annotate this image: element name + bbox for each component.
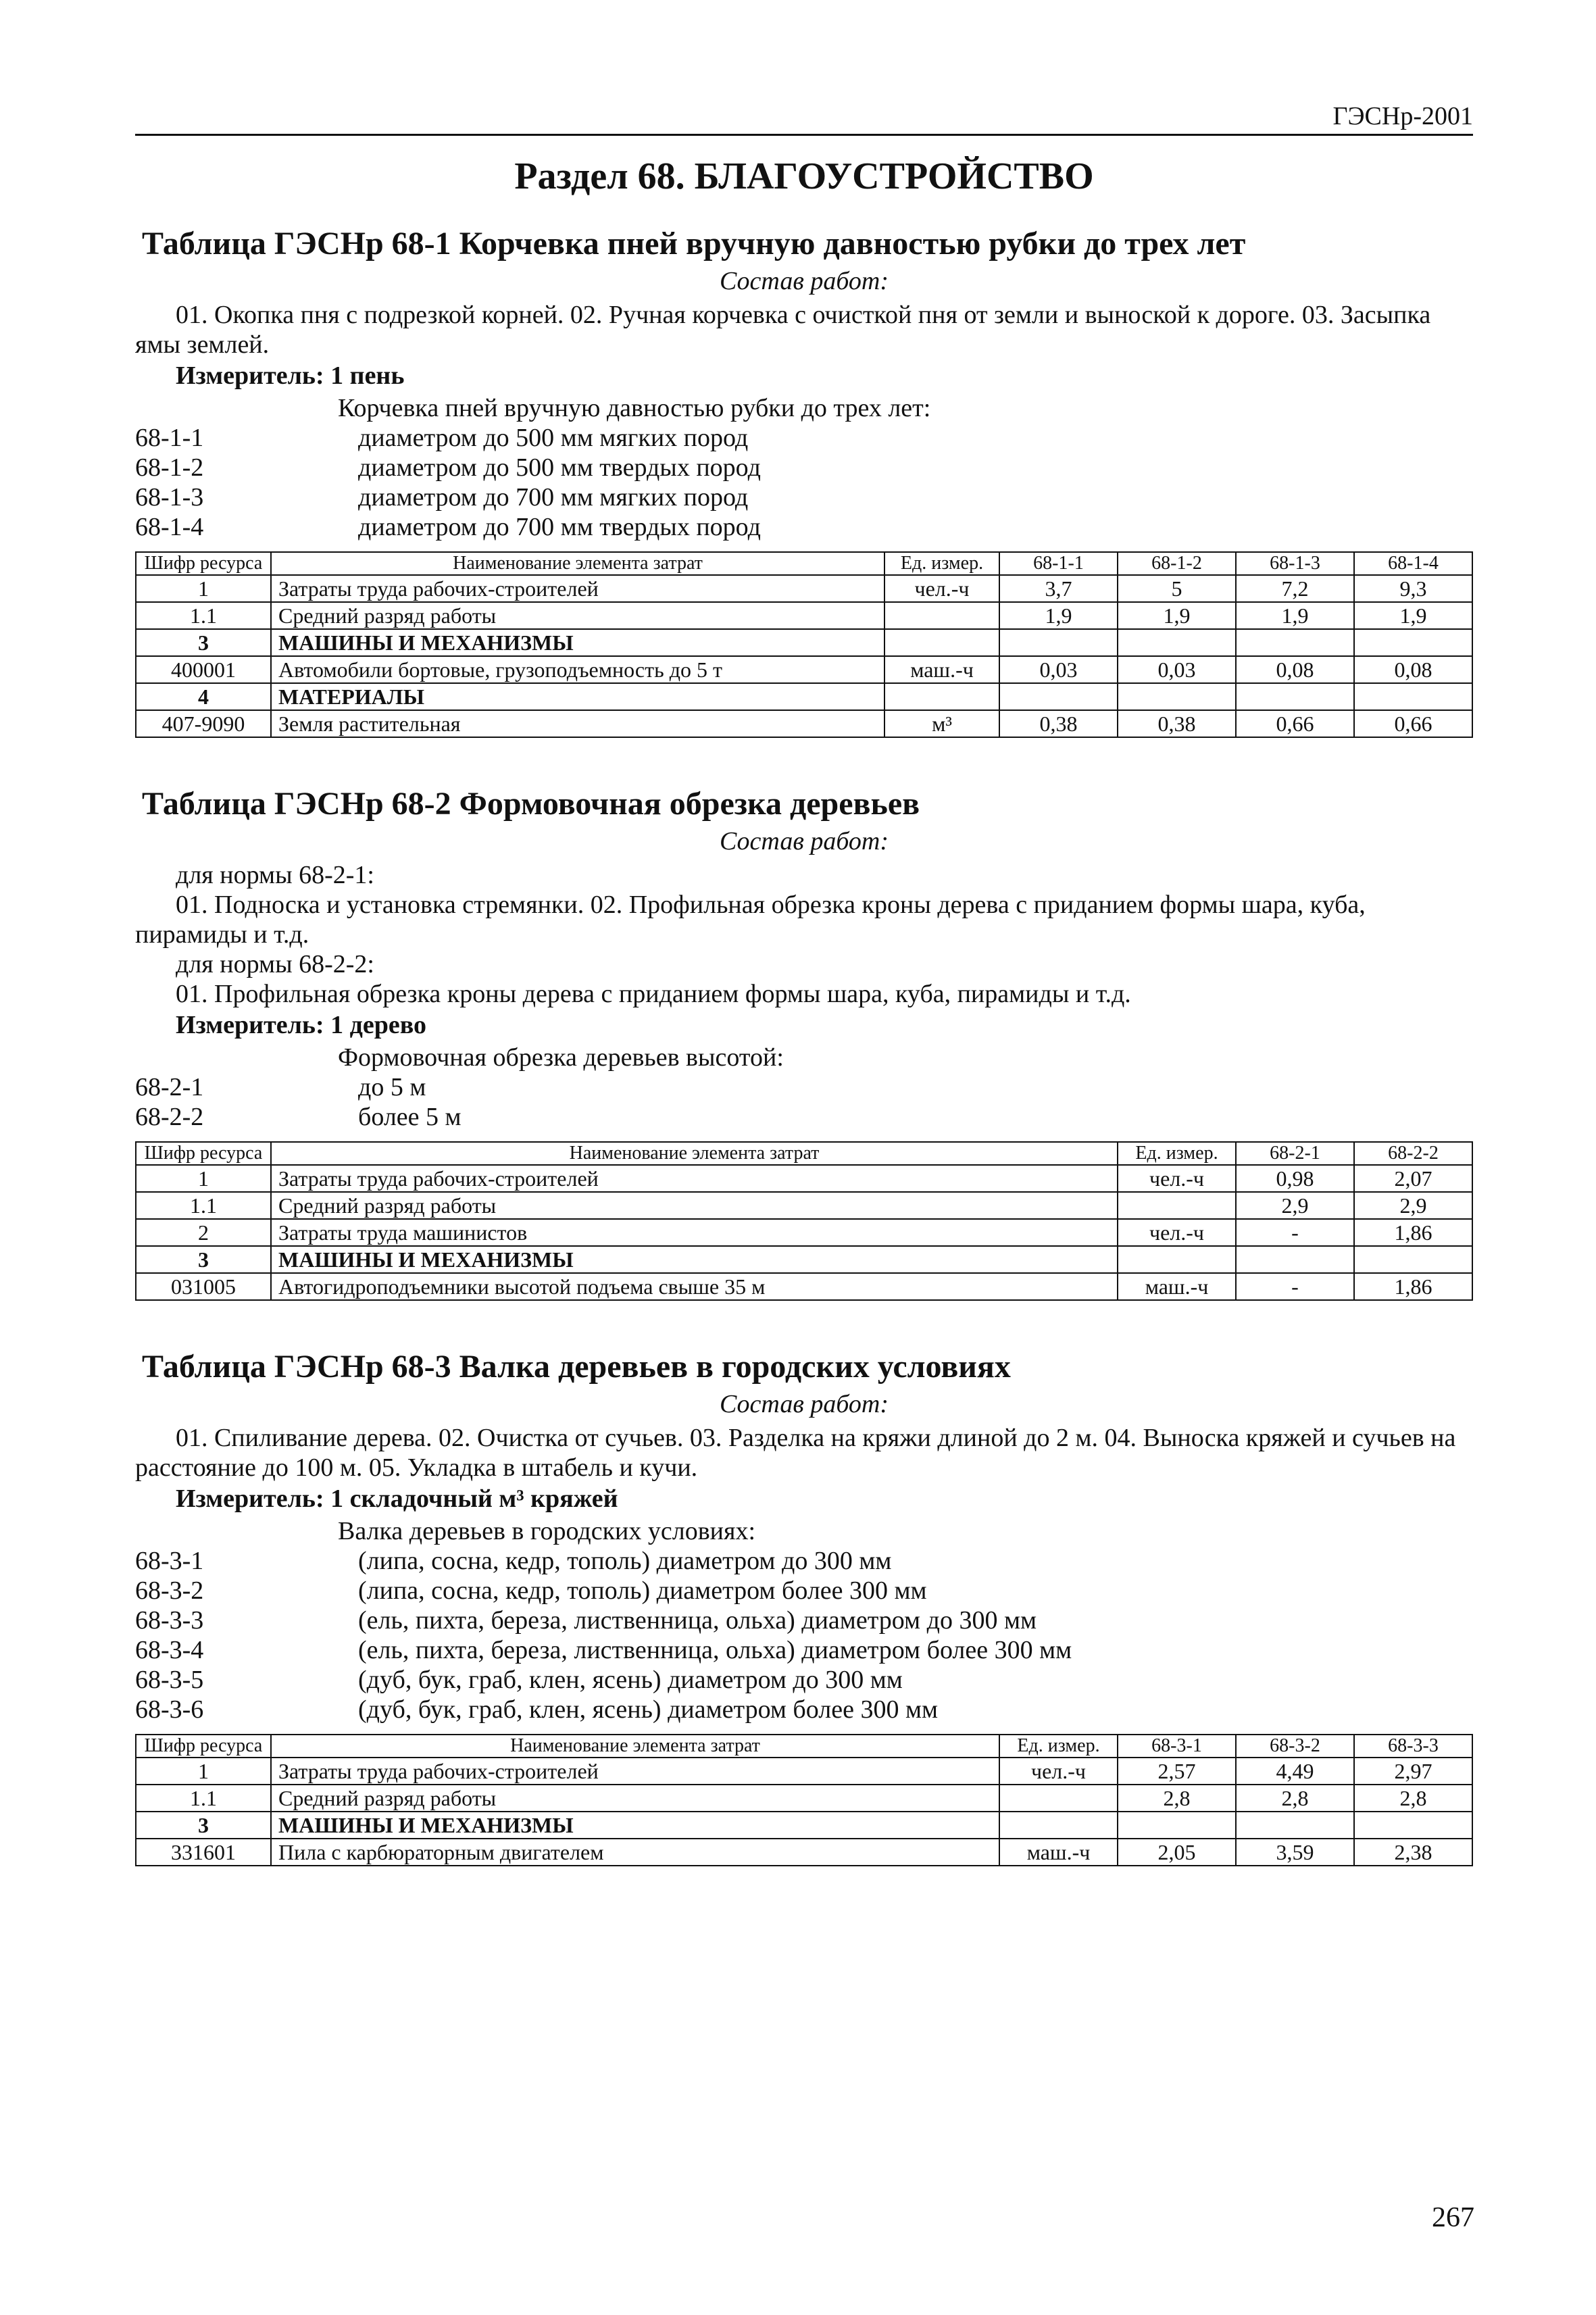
table-header-row — [136, 552, 1472, 575]
cell-unit: м³ — [884, 710, 999, 737]
cell-code: 2 — [136, 1219, 271, 1246]
cell-name: Затраты труда рабочих-строителей — [271, 1758, 999, 1785]
table-row — [136, 1219, 1472, 1246]
cell-unit: чел.-ч — [999, 1758, 1118, 1785]
table-block-68-2 — [135, 785, 1473, 1301]
cell-value: 5 — [1118, 575, 1236, 602]
norm-text: (дуб, бук, граб, клен, ясень) диаметром более 300 мм — [358, 1695, 939, 1724]
header-col: 68-1-4 — [1354, 552, 1472, 575]
table-header-row — [136, 1142, 1472, 1165]
norms-intro: Формовочная обрезка деревьев высотой: — [338, 1043, 784, 1072]
table-row — [136, 629, 1472, 656]
cell-unit: маш.-ч — [1118, 1273, 1236, 1300]
works-description: 01. Спиливание дерева. 02. Очистка от сучьев. 03. Разделка на кряжи длиной до 2 м. 04. Выноска кряжей и сучьев на расстояние до 100 м. 05. Укладка в штабель и кучи. — [135, 1424, 1456, 1482]
norm-code: 68-1-2 — [135, 453, 204, 482]
table-row — [136, 1812, 1472, 1839]
table-row — [136, 602, 1472, 629]
cell-code: 400001 — [136, 656, 271, 683]
norm-item — [135, 1546, 1473, 1576]
cell-value: - — [1236, 1219, 1354, 1246]
norm-text: более 5 м — [358, 1103, 462, 1131]
norm-code: 68-1-4 — [135, 513, 204, 541]
meter: Измеритель: 1 складочный м³ кряжей — [176, 1485, 618, 1513]
norm-code: 68-3-6 — [135, 1695, 204, 1724]
norm-text: (дуб, бук, граб, клен, ясень) диаметром до 300 мм — [358, 1666, 903, 1694]
norms-intro: Корчевка пней вручную давностью рубки до трех лет: — [338, 394, 931, 422]
cell-value — [1236, 629, 1354, 656]
composition-title: Состав работ: — [719, 827, 889, 855]
cell-unit: чел.-ч — [1118, 1219, 1236, 1246]
table-block-68-1 — [135, 225, 1473, 738]
norm-code: 68-1-3 — [135, 483, 204, 512]
table-title: Таблица ГЭСНр 68-1 Корчевка пней вручную давностью рубки до трех лет — [142, 226, 1246, 262]
norm-item — [135, 1102, 1473, 1132]
cell-unit: маш.-ч — [999, 1839, 1118, 1866]
cell-value: 0,98 — [1236, 1165, 1354, 1192]
norm-code: 68-3-2 — [135, 1576, 204, 1605]
works-description: 01. Подноска и установка стремянки. 02. Профильная обрезка кроны дерева с приданием формы шара, куба, пирамиды и т.д. — [135, 891, 1366, 949]
norm-item — [135, 1072, 1473, 1102]
header-col: 68-1-1 — [999, 552, 1118, 575]
norm-code: 68-3-5 — [135, 1666, 204, 1694]
cell-value: 1,9 — [1354, 602, 1472, 629]
cell-value: 0,03 — [999, 656, 1118, 683]
table-row — [136, 683, 1472, 710]
meter: Измеритель: 1 пень — [176, 362, 405, 390]
cell-value: 2,05 — [1118, 1839, 1236, 1866]
cell-unit — [999, 1812, 1118, 1839]
cell-value: 1,9 — [1118, 602, 1236, 629]
table-row — [136, 1839, 1472, 1866]
table-header-row — [136, 1735, 1472, 1758]
table-row — [136, 1758, 1472, 1785]
table-title: Таблица ГЭСНр 68-3 Валка деревьев в городских условиях — [142, 1349, 1011, 1385]
table-row — [136, 710, 1472, 737]
cell-unit — [1118, 1246, 1236, 1273]
cell-name: Затраты труда рабочих-строителей — [271, 1165, 1118, 1192]
cell-value — [1354, 629, 1472, 656]
norm-code: 68-2-1 — [135, 1073, 204, 1101]
cell-code: 3 — [136, 1812, 271, 1839]
cell-value — [999, 683, 1118, 710]
table-row — [136, 656, 1472, 683]
header-name: Наименование элемента затрат — [271, 1142, 1118, 1165]
cell-value: 2,9 — [1354, 1192, 1472, 1219]
cell-code: 1.1 — [136, 1192, 271, 1219]
cell-value — [1118, 629, 1236, 656]
cell-value: 3,59 — [1236, 1839, 1354, 1866]
cell-code: 1 — [136, 575, 271, 602]
cell-value: 0,38 — [999, 710, 1118, 737]
cell-name: Пила с карбюраторным двигателем — [271, 1839, 999, 1866]
resource-table — [135, 1141, 1473, 1301]
cell-value — [1118, 1812, 1236, 1839]
norm-text: диаметром до 500 мм твердых пород — [358, 453, 761, 482]
header-col: 68-1-2 — [1118, 552, 1236, 575]
norm-text: (липа, сосна, кедр, тополь) диаметром более 300 мм — [358, 1576, 927, 1605]
norm-code: 68-1-1 — [135, 424, 204, 452]
cell-code: 407-9090 — [136, 710, 271, 737]
composition-title: Состав работ: — [719, 267, 889, 295]
cell-code: 1 — [136, 1165, 271, 1192]
cell-name: МАШИНЫ И МЕХАНИЗМЫ — [271, 1812, 999, 1839]
norms-intro: Валка деревьев в городских условиях: — [338, 1517, 756, 1545]
cell-name: Средний разряд работы — [271, 602, 884, 629]
cell-value — [1236, 1812, 1354, 1839]
document-page — [135, 101, 1473, 1914]
cell-code: 1 — [136, 1758, 271, 1785]
header-code: Шифр ресурса — [136, 1735, 271, 1758]
norm-text: (липа, сосна, кедр, тополь) диаметром до 300 мм — [358, 1547, 892, 1575]
cell-value — [999, 629, 1118, 656]
cell-value: 1,86 — [1354, 1273, 1472, 1300]
works-norm-label: для нормы 68-2-1: — [176, 861, 374, 889]
norm-code: 68-2-2 — [135, 1103, 204, 1131]
section-title: Раздел 68. БЛАГОУСТРОЙСТВО — [514, 155, 1094, 197]
cell-value: 2,8 — [1354, 1785, 1472, 1812]
header-unit: Ед. измер. — [884, 552, 999, 575]
cell-value: 4,49 — [1236, 1758, 1354, 1785]
norm-item — [135, 453, 1473, 482]
norm-text: диаметром до 700 мм твердых пород — [358, 513, 761, 541]
cell-name: МАШИНЫ И МЕХАНИЗМЫ — [271, 1246, 1118, 1273]
norms-list — [135, 1072, 1473, 1132]
cell-unit — [999, 1785, 1118, 1812]
header-name: Наименование элемента затрат — [271, 552, 884, 575]
cell-value: 0,08 — [1354, 656, 1472, 683]
norm-code: 68-3-4 — [135, 1636, 204, 1664]
cell-name: Средний разряд работы — [271, 1192, 1118, 1219]
works-description: 01. Окопка пня с подрезкой корней. 02. Ручная корчевка с очисткой пня от земли и выноской к дороге. 03. Засыпка ямы землей. — [135, 301, 1431, 359]
works-description: 01. Профильная обрезка кроны дерева с приданием формы шара, куба, пирамиды и т.д. — [176, 980, 1131, 1008]
cell-code: 3 — [136, 629, 271, 656]
cell-value — [1118, 683, 1236, 710]
header-code: Шифр ресурса — [136, 552, 271, 575]
cell-value — [1236, 683, 1354, 710]
cell-value: 2,97 — [1354, 1758, 1472, 1785]
cell-name: МАТЕРИАЛЫ — [271, 683, 884, 710]
header-col: 68-3-2 — [1236, 1735, 1354, 1758]
norm-text: (ель, пихта, береза, лиственница, ольха) диаметром до 300 мм — [358, 1606, 1037, 1635]
header-col: 68-3-1 — [1118, 1735, 1236, 1758]
norm-item — [135, 482, 1473, 512]
cell-value: 2,8 — [1118, 1785, 1236, 1812]
cell-name: Затраты труда рабочих-строителей — [271, 575, 884, 602]
cell-value: 2,57 — [1118, 1758, 1236, 1785]
cell-value — [1354, 1812, 1472, 1839]
cell-code: 1.1 — [136, 1785, 271, 1812]
header-unit: Ед. измер. — [1118, 1142, 1236, 1165]
cell-value — [1354, 1246, 1472, 1273]
cell-value: 9,3 — [1354, 575, 1472, 602]
cell-name: Затраты труда машинистов — [271, 1219, 1118, 1246]
table-row — [136, 1785, 1472, 1812]
cell-value — [1354, 683, 1472, 710]
cell-value: 2,8 — [1236, 1785, 1354, 1812]
cell-unit — [884, 602, 999, 629]
norm-code: 68-3-3 — [135, 1606, 204, 1635]
norms-list — [135, 423, 1473, 542]
cell-value: 2,9 — [1236, 1192, 1354, 1219]
header-unit: Ед. измер. — [999, 1735, 1118, 1758]
cell-code: 031005 — [136, 1273, 271, 1300]
norm-text: диаметром до 500 мм мягких пород — [358, 424, 749, 452]
cell-name: Земля растительная — [271, 710, 884, 737]
cell-value: 2,38 — [1354, 1839, 1472, 1866]
cell-value — [1236, 1246, 1354, 1273]
cell-code: 1.1 — [136, 602, 271, 629]
norm-text: (ель, пихта, береза, лиственница, ольха) диаметром более 300 мм — [358, 1636, 1072, 1664]
table-row — [136, 1192, 1472, 1219]
cell-name: Автогидроподъемники высотой подъема свыше 35 м — [271, 1273, 1118, 1300]
table-row — [136, 1273, 1472, 1300]
table-title: Таблица ГЭСНр 68-2 Формовочная обрезка деревьев — [142, 786, 920, 822]
cell-code: 3 — [136, 1246, 271, 1273]
meter: Измеритель: 1 дерево — [176, 1011, 427, 1039]
table-row — [136, 1165, 1472, 1192]
cell-value: 0,66 — [1236, 710, 1354, 737]
norm-item — [135, 1635, 1473, 1665]
works-norm-label: для нормы 68-2-2: — [176, 950, 374, 978]
cell-value: 7,2 — [1236, 575, 1354, 602]
cell-value: 1,9 — [999, 602, 1118, 629]
table-block-68-3 — [135, 1348, 1473, 1866]
table-row — [136, 1246, 1472, 1273]
cell-unit: чел.-ч — [884, 575, 999, 602]
cell-name: Средний разряд работы — [271, 1785, 999, 1812]
cell-value: 1,9 — [1236, 602, 1354, 629]
composition-title: Состав работ: — [719, 1390, 889, 1418]
norm-item — [135, 1695, 1473, 1724]
cell-name: Автомобили бортовые, грузоподъемность до 5 т — [271, 656, 884, 683]
norm-item — [135, 423, 1473, 453]
header-code: Шифр ресурса — [136, 1142, 271, 1165]
page-number: 267 — [1432, 2202, 1474, 2233]
norm-item — [135, 1605, 1473, 1635]
cell-value: 0,38 — [1118, 710, 1236, 737]
cell-value: 0,66 — [1354, 710, 1472, 737]
norm-text: диаметром до 700 мм мягких пород — [358, 483, 749, 512]
cell-unit — [884, 629, 999, 656]
table-row — [136, 575, 1472, 602]
cell-value: - — [1236, 1273, 1354, 1300]
header-col: 68-2-1 — [1236, 1142, 1354, 1165]
header-name: Наименование элемента затрат — [271, 1735, 999, 1758]
header-col: 68-1-3 — [1236, 552, 1354, 575]
norm-item — [135, 1665, 1473, 1695]
cell-value: 1,86 — [1354, 1219, 1472, 1246]
header-col: 68-2-2 — [1354, 1142, 1472, 1165]
cell-unit: чел.-ч — [1118, 1165, 1236, 1192]
header-col: 68-3-3 — [1354, 1735, 1472, 1758]
cell-value: 0,03 — [1118, 656, 1236, 683]
resource-table — [135, 1734, 1473, 1866]
cell-value: 0,08 — [1236, 656, 1354, 683]
cell-value: 3,7 — [999, 575, 1118, 602]
cell-code: 4 — [136, 683, 271, 710]
cell-unit — [884, 683, 999, 710]
norm-text: до 5 м — [358, 1073, 426, 1101]
cell-name: МАШИНЫ И МЕХАНИЗМЫ — [271, 629, 884, 656]
cell-unit: маш.-ч — [884, 656, 999, 683]
norms-list — [135, 1546, 1473, 1724]
cell-unit — [1118, 1192, 1236, 1219]
norm-item — [135, 1576, 1473, 1605]
resource-table — [135, 551, 1473, 738]
running-head: ГЭСНр-2001 — [135, 101, 1473, 136]
cell-code: 331601 — [136, 1839, 271, 1866]
norm-item — [135, 512, 1473, 542]
norm-code: 68-3-1 — [135, 1547, 204, 1575]
cell-value: 2,07 — [1354, 1165, 1472, 1192]
